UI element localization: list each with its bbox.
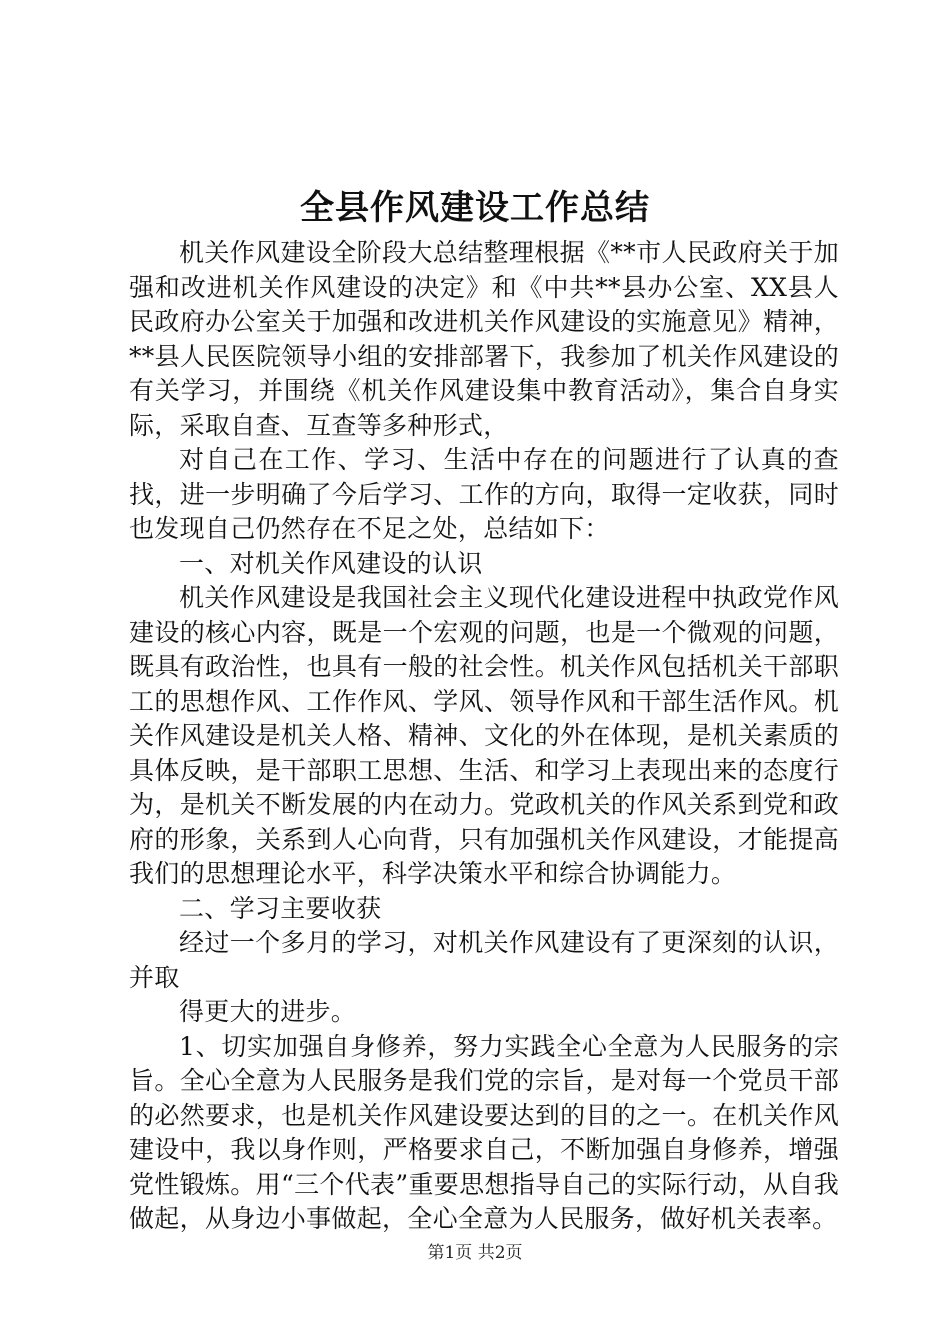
paragraph-gains-intro: 经过一个多月的学习，对机关作风建设有了更深刻的认识，并取 <box>129 928 839 992</box>
paragraph-intro: 机关作风建设全阶段大总结整理根据《**市人民政府关于加强和改进机关作风建设的决定》和《中共**县办公室、XX县人民政府办公室关于加强和改进机关作风建设的实施意见》精神，**县人民医院领导小组的安排部署下，我参加了机关作风建设的有关学习，并围绕《机关作风建设集中教育活动》，集合自身实际，采取自查、互查等多种形式， <box>129 238 839 440</box>
paragraph-gains-continued: 得更大的进步。 <box>179 997 357 1026</box>
paragraph-point-1: 1、切实加强自身修养，努力实践全心全意为人民服务的宗旨。全心全意为人民服务是我们党的宗旨，是对每一个党员干部的必然要求，也是机关作风建设要达到的目的之一。在机关作风建设中，我以身作则，严格要求自己，不断加强自身修养，增强党性锻炼。用“三个代表”重要思想指导自己的实际行动，从自我做起，从身边小事做起，全心全意为人民服务，做好机关表率。 <box>129 1031 839 1233</box>
document-title: 全县作风建设工作总结 <box>300 188 650 228</box>
section-heading-2: 二、学习主要收获 <box>179 893 382 923</box>
paragraph-understanding: 机关作风建设是我国社会主义现代化建设进程中执政党作风建设的核心内容，既是一个宏观的问题，也是一个微观的问题，既具有政治性，也具有一般的社会性。机关作风包括机关干部职工的思想作风、工作作风、学风、领导作风和干部生活作风。机关作风建设是机关人格、精神、文化的外在体现，是机关素质的具体反映，是干部职工思想、生活、和学习上表现出来的态度行为，是机关不断发展的内在动力。党政机关的作风关系到党和政府的形象，关系到人心向背，只有加强机关作风建设，才能提高我们的思想理论水平，科学决策水平和综合协调能力。 <box>129 583 839 888</box>
section-heading-1: 一、对机关作风建设的认识 <box>179 548 483 578</box>
document-body <box>129 236 839 1237</box>
paragraph-self-review: 对自己在工作、学习、生活中存在的问题进行了认真的查找，进一步明确了今后学习、工作的方向，取得一定收获，同时也发现自己仍然存在不足之处，总结如下： <box>129 445 839 543</box>
page-footer: 第1页 共2页 <box>427 1243 523 1263</box>
